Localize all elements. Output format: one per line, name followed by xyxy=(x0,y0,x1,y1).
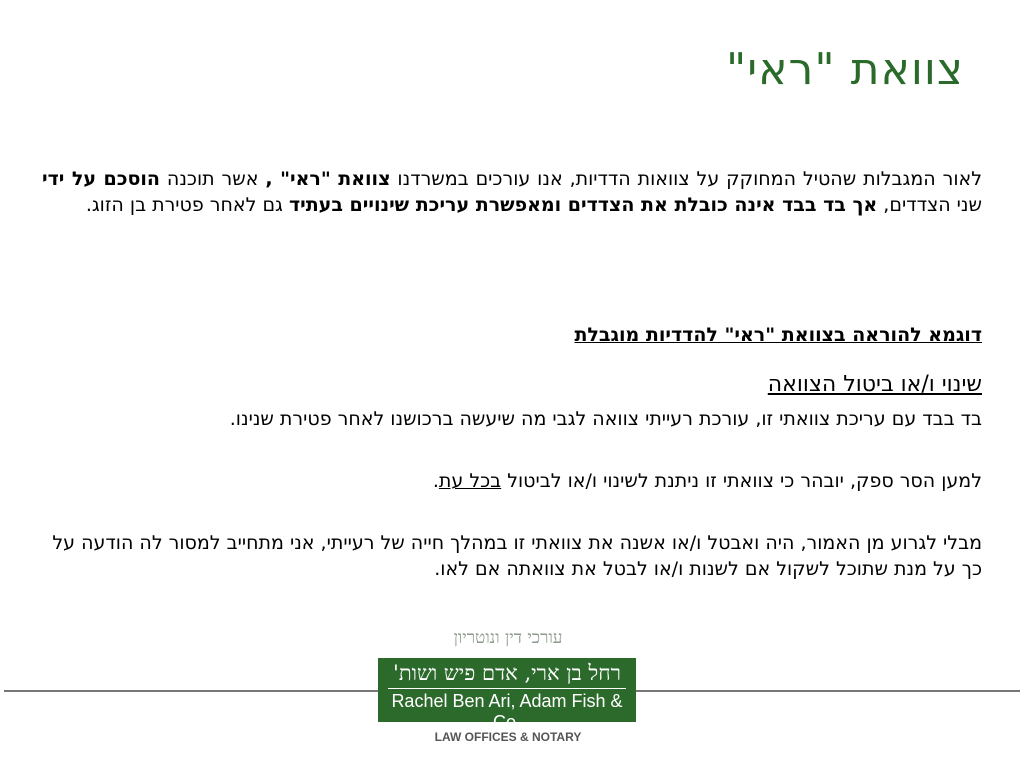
logo-hebrew-name: רחל בן ארי, אדם פיש ושות' xyxy=(393,661,621,685)
logo-top-text: עורכי דין ונוטריון xyxy=(453,628,563,648)
sub-heading: שינוי ו/או ביטול הצוואה xyxy=(767,372,982,397)
logo-bottom-text: LAW OFFICES & NOTARY xyxy=(434,730,582,744)
logo-box xyxy=(378,658,636,732)
paragraph-1: בד בבד עם עריכת צוואתי זו, עורכת רעייתי צוואה לגבי מה שיעשה ברכושנו לאחר פטירת שנינו. xyxy=(229,408,982,430)
paragraph-2-end: . xyxy=(432,470,439,492)
paragraph-2-text: למען הסר ספק, יובהר כי צוואתי זו ניתנת לשינוי ו/או לביטול xyxy=(501,470,982,492)
logo-inner-divider xyxy=(388,688,626,689)
intro-text-1: לאור המגבלות שהטיל המחוקק על צוואות הדדיות, אנו עורכים במשרדנו xyxy=(390,168,982,190)
slide-title: צוואת "ראי" xyxy=(726,44,964,95)
intro-text-4: גם לאחר פטירת בן הזוג. xyxy=(85,194,289,216)
law-office-logo xyxy=(0,628,1024,758)
paragraph-2-underline: בכל עת xyxy=(438,470,502,492)
paragraph-2 xyxy=(42,468,982,494)
paragraph-3: מבלי לגרוע מן האמור, היה ואבטל ו/או אשנה את צוואתי זו במהלך חייה של רעייתי, אני מתחייב למסור לה הודעה על כך על מנת שתוכל לשקול אם לשנות ו/או לבטל את צוואתה אם לאו. xyxy=(52,532,982,580)
intro-bold-2: הוסכם על ידי xyxy=(42,168,160,190)
logo-english-name: Rachel Ben Ari, Adam Fish & Co. xyxy=(391,691,623,732)
intro-bold-1: צוואת "ראי" , xyxy=(265,168,391,190)
intro-text-2: אשר תוכנה xyxy=(159,168,266,190)
example-heading: דוגמא להוראה בצוואת "ראי" להדדיות מוגבלת xyxy=(574,324,982,346)
intro-text-3: שני הצדדים, xyxy=(877,194,982,216)
intro-bold-3: אך בד בבד אינה כובלת את הצדדים ומאפשרת עריכת שינויים בעתיד xyxy=(288,194,878,216)
intro-paragraph xyxy=(42,166,982,218)
